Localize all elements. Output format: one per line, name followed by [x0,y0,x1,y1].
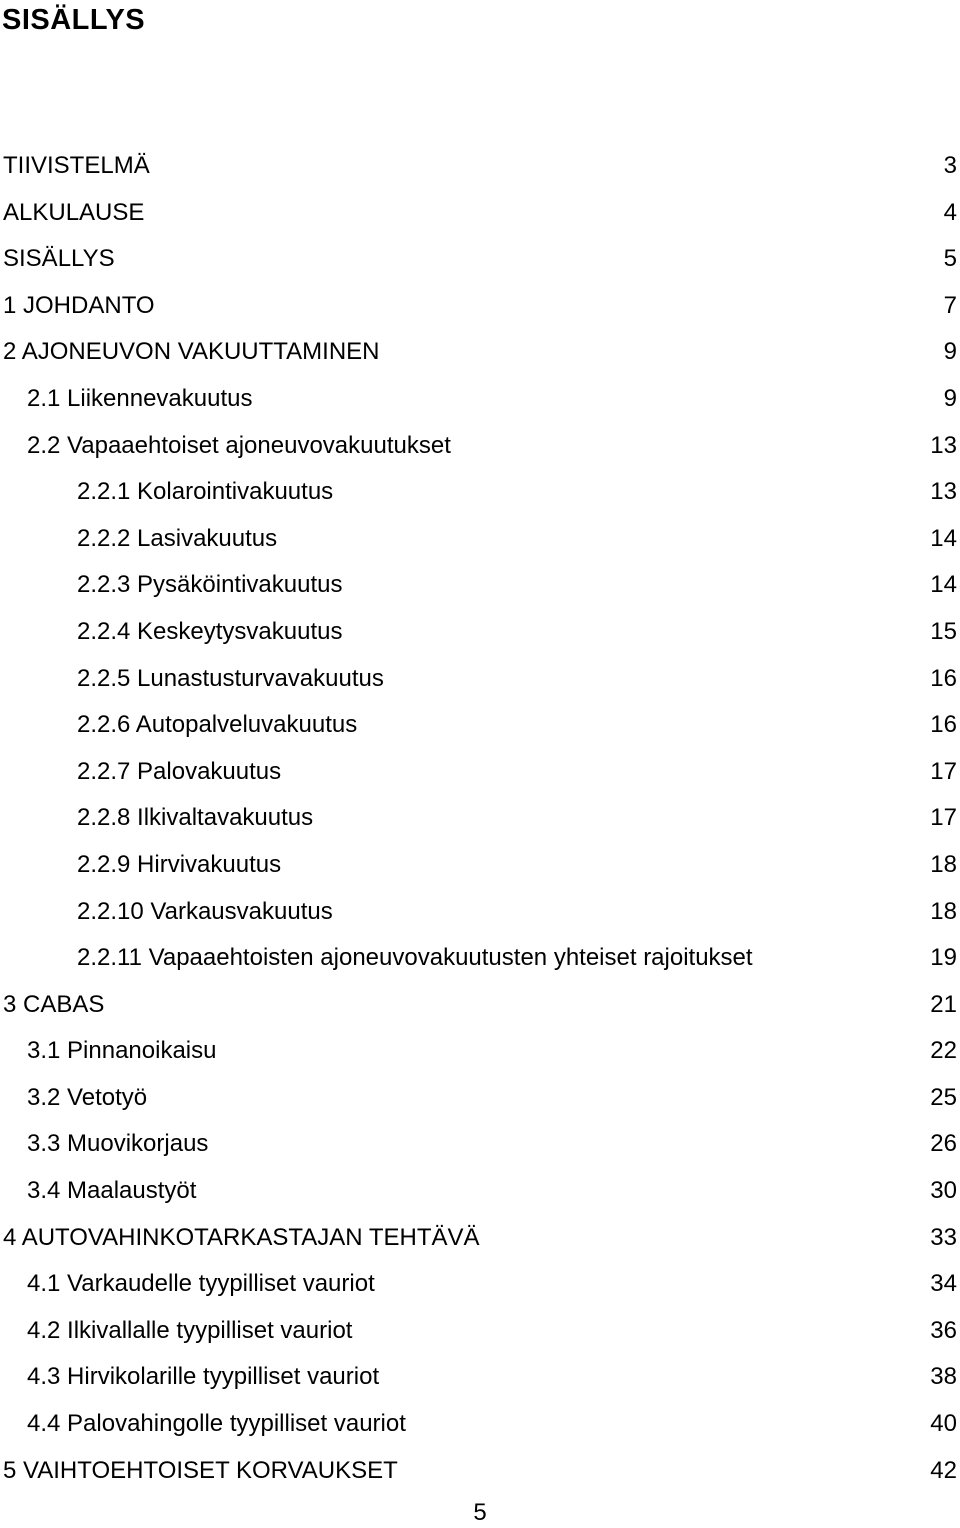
toc-entry-page-number: 4 [943,198,957,226]
toc-entry [0,982,960,1029]
toc-entry-page-number: 34 [930,1270,957,1298]
toc-entry-label: 2.2.10 Varkausvakuutus [77,897,333,925]
toc-entry-page-number: 33 [930,1223,957,1251]
toc-entry-page-number: 16 [930,664,957,692]
toc-entry [0,702,960,749]
toc-entry-page-number: 18 [930,850,957,878]
toc-entry-page-number: 7 [943,291,957,319]
toc-entry [0,795,960,842]
toc-entry-label: 2.2.8 Ilkivaltavakuutus [77,804,314,832]
toc-entry-label: 2.2.9 Hirvivakuutus [77,850,282,878]
toc-entry-label: 3.4 Maalaustyöt [27,1177,197,1205]
toc-entry-label: 5 VAIHTOEHTOISET KORVAUKSET [3,1456,398,1484]
toc-entry-page-number: 15 [930,617,957,645]
toc-entry-label: 1 JOHDANTO [3,291,155,319]
toc-entry [0,1168,960,1215]
toc-entry-label: 2.2.11 Vapaaehtoisten ajoneuvovakuutusten yhteiset rajoitukset [77,944,753,972]
toc-entry-page-number: 25 [930,1083,957,1111]
toc-entry [0,562,960,609]
toc-entry-page-number: 36 [930,1316,957,1344]
toc-entry-label: TIIVISTELMÄ [3,152,150,179]
toc-entry-page-number: 26 [930,1130,957,1158]
toc-entry-label: 4.4 Palovahingolle tyypilliset vauriot [27,1410,406,1438]
toc-entry-page-number: 14 [930,571,957,599]
toc-entry [0,1215,960,1262]
toc-entry [0,236,960,283]
toc-entry [0,609,960,656]
toc-entry-label: 2.2.6 Autopalveluvakuutus [77,711,358,739]
toc-entry-label: 4 AUTOVAHINKOTARKASTAJAN TEHTÄVÄ [3,1223,480,1251]
toc-entry-page-number: 38 [930,1363,957,1391]
toc-entry [0,190,960,237]
toc-entry-label: 3.2 Vetotyö [27,1083,148,1111]
toc-entry [0,1028,960,1075]
toc-entry-label: 2.2.4 Keskeytysvakuutus [77,617,343,645]
page-number: 5 [473,1499,487,1526]
toc-entry-page-number: 9 [943,384,957,412]
toc-entry-page-number: 17 [930,757,957,785]
toc-entry-page-number: 18 [930,897,957,925]
toc-entry-page-number: 30 [930,1177,957,1205]
toc-entry [0,1261,960,1308]
toc-entry-page-number: 16 [930,711,957,739]
table-of-contents [0,143,960,1494]
toc-entry [0,1121,960,1168]
toc-entry-label: SISÄLLYS [3,245,115,273]
toc-entry [0,889,960,936]
toc-entry [0,935,960,982]
toc-entry [0,656,960,703]
toc-entry [0,1075,960,1122]
toc-entry [0,329,960,376]
toc-entry-label: 3.1 Pinnanoikaisu [27,1037,217,1065]
page-title: SISÄLLYS [2,4,146,36]
toc-entry-label: 4.1 Varkaudelle tyypilliset vauriot [27,1270,375,1298]
toc-entry-label: 3.3 Muovikorjaus [27,1130,209,1158]
toc-entry-page-number: 21 [930,990,957,1018]
toc-entry-page-number: 3 [943,152,957,179]
toc-entry [0,1308,960,1355]
toc-entry-page-number: 5 [943,245,957,273]
toc-entry-label: 2.1 Liikennevakuutus [27,384,253,412]
toc-entry [0,283,960,330]
toc-entry [0,1448,960,1495]
toc-entry-label: 3 CABAS [3,990,105,1018]
toc-entry [0,423,960,470]
toc-entry-page-number: 19 [930,944,957,972]
toc-entry [0,1401,960,1448]
toc-entry [0,1354,960,1401]
toc-entry-page-number: 9 [943,338,957,366]
toc-entry-page-number: 22 [930,1037,957,1065]
toc-entry-label: 2.2.1 Kolarointivakuutus [77,478,334,506]
toc-entry-label: 2.2.5 Lunastusturvavakuutus [77,664,384,692]
toc-entry-label: 4.2 Ilkivallalle tyypilliset vauriot [27,1316,353,1344]
toc-entry-label: 2.2.2 Lasivakuutus [77,524,278,552]
toc-entry-page-number: 14 [930,524,957,552]
toc-entry [0,516,960,563]
toc-entry [0,749,960,796]
toc-entry-label: 2.2 Vapaaehtoiset ajoneuvovakuutukset [27,431,451,459]
toc-entry-page-number: 13 [930,431,957,459]
toc-entry-page-number: 13 [930,478,957,506]
toc-entry-label: 2.2.7 Palovakuutus [77,757,282,785]
toc-entry [0,376,960,423]
toc-entry-label: 4.3 Hirvikolarille tyypilliset vauriot [27,1363,380,1391]
toc-entry-page-number: 42 [930,1456,957,1484]
toc-entry-page-number: 40 [930,1410,957,1438]
toc-entry [0,469,960,516]
toc-entry [0,842,960,889]
toc-entry-label: 2.2.3 Pysäköintivakuutus [77,571,343,599]
toc-entry-label: ALKULAUSE [3,198,145,226]
toc-entry-label: 2 AJONEUVON VAKUUTTAMINEN [3,338,380,366]
toc-entry-page-number: 17 [930,804,957,832]
toc-entry [0,143,960,190]
